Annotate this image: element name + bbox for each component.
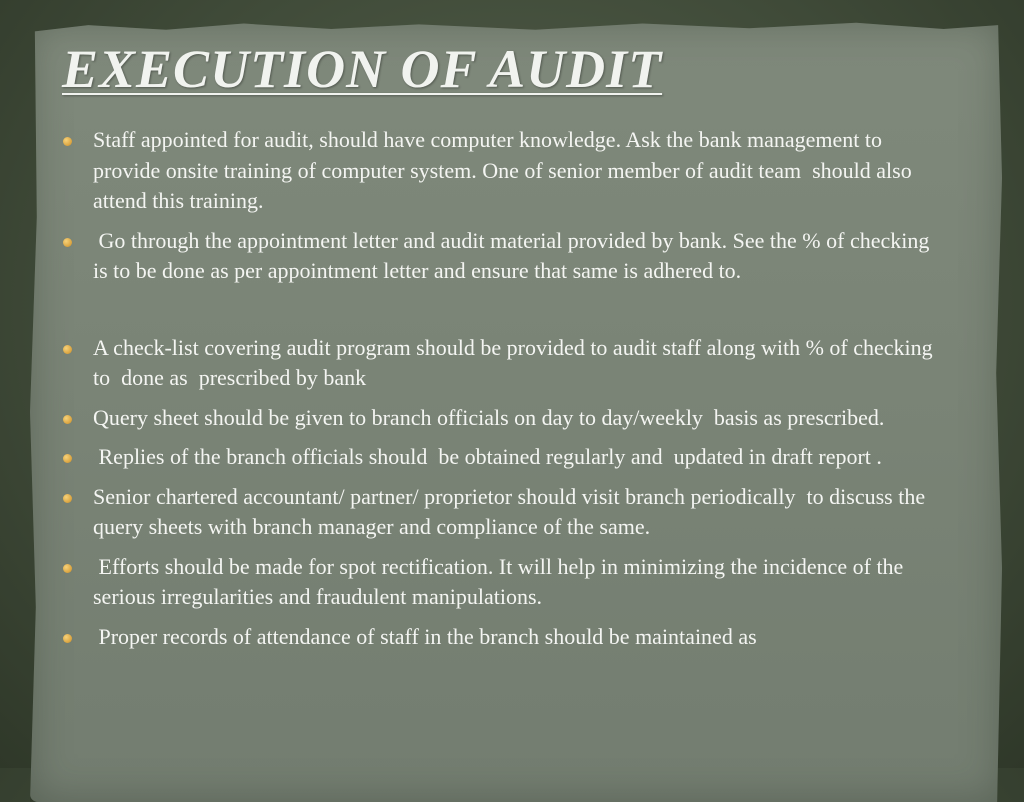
bullet-dot-icon (63, 564, 72, 573)
bullet-dot-icon (63, 238, 72, 247)
bullet-dot-icon (63, 494, 72, 503)
bullet-item (62, 333, 952, 394)
bullet-text: Query sheet should be given to branch officials on day to day/weekly basis as prescribed. (93, 404, 885, 430)
bullet-text: Proper records of attendance of staff in the branch should be maintained as (93, 623, 757, 649)
bullet-item (62, 552, 952, 613)
bullet-item (62, 442, 952, 473)
bullet-dot-icon (63, 137, 72, 146)
bullet-item (62, 482, 952, 543)
bullet-text: A check-list covering audit program should be provided to audit staff along with % of checking to done as prescribed by bank (93, 334, 939, 390)
bullet-item (62, 403, 952, 434)
bullet-dot-icon (63, 454, 72, 463)
bullet-item (62, 226, 952, 287)
slide-title: EXECUTION OF AUDIT (62, 39, 663, 99)
bullet-item (62, 622, 952, 653)
bullet-text: Go through the appointment letter and audit material provided by bank. See the % of checking is to be done as per appointment letter and ensure that same is adhered to. (93, 227, 941, 283)
bullet-item (62, 125, 952, 217)
bullet-text: Efforts should be made for spot rectification. It will help in minimizing the incidence of the serious irregularities and fraudulent manipulations. (93, 553, 909, 609)
bullet-list (62, 125, 952, 661)
bullet-text: Replies of the branch officials should be obtained regularly and updated in draft report . (93, 444, 882, 469)
bullet-text: Staff appointed for audit, should have computer knowledge. Ask the bank management to provide onsite training of computer system. One of senior member of audit team should also attend this training. (93, 127, 918, 213)
bullet-dot-icon (63, 634, 72, 643)
bullet-dot-icon (63, 345, 72, 354)
bullet-text: Senior chartered accountant/ partner/ proprietor should visit branch periodically to discuss the query sheets with branch manager and compliance of the same. (93, 483, 931, 539)
bullet-dot-icon (63, 415, 72, 424)
